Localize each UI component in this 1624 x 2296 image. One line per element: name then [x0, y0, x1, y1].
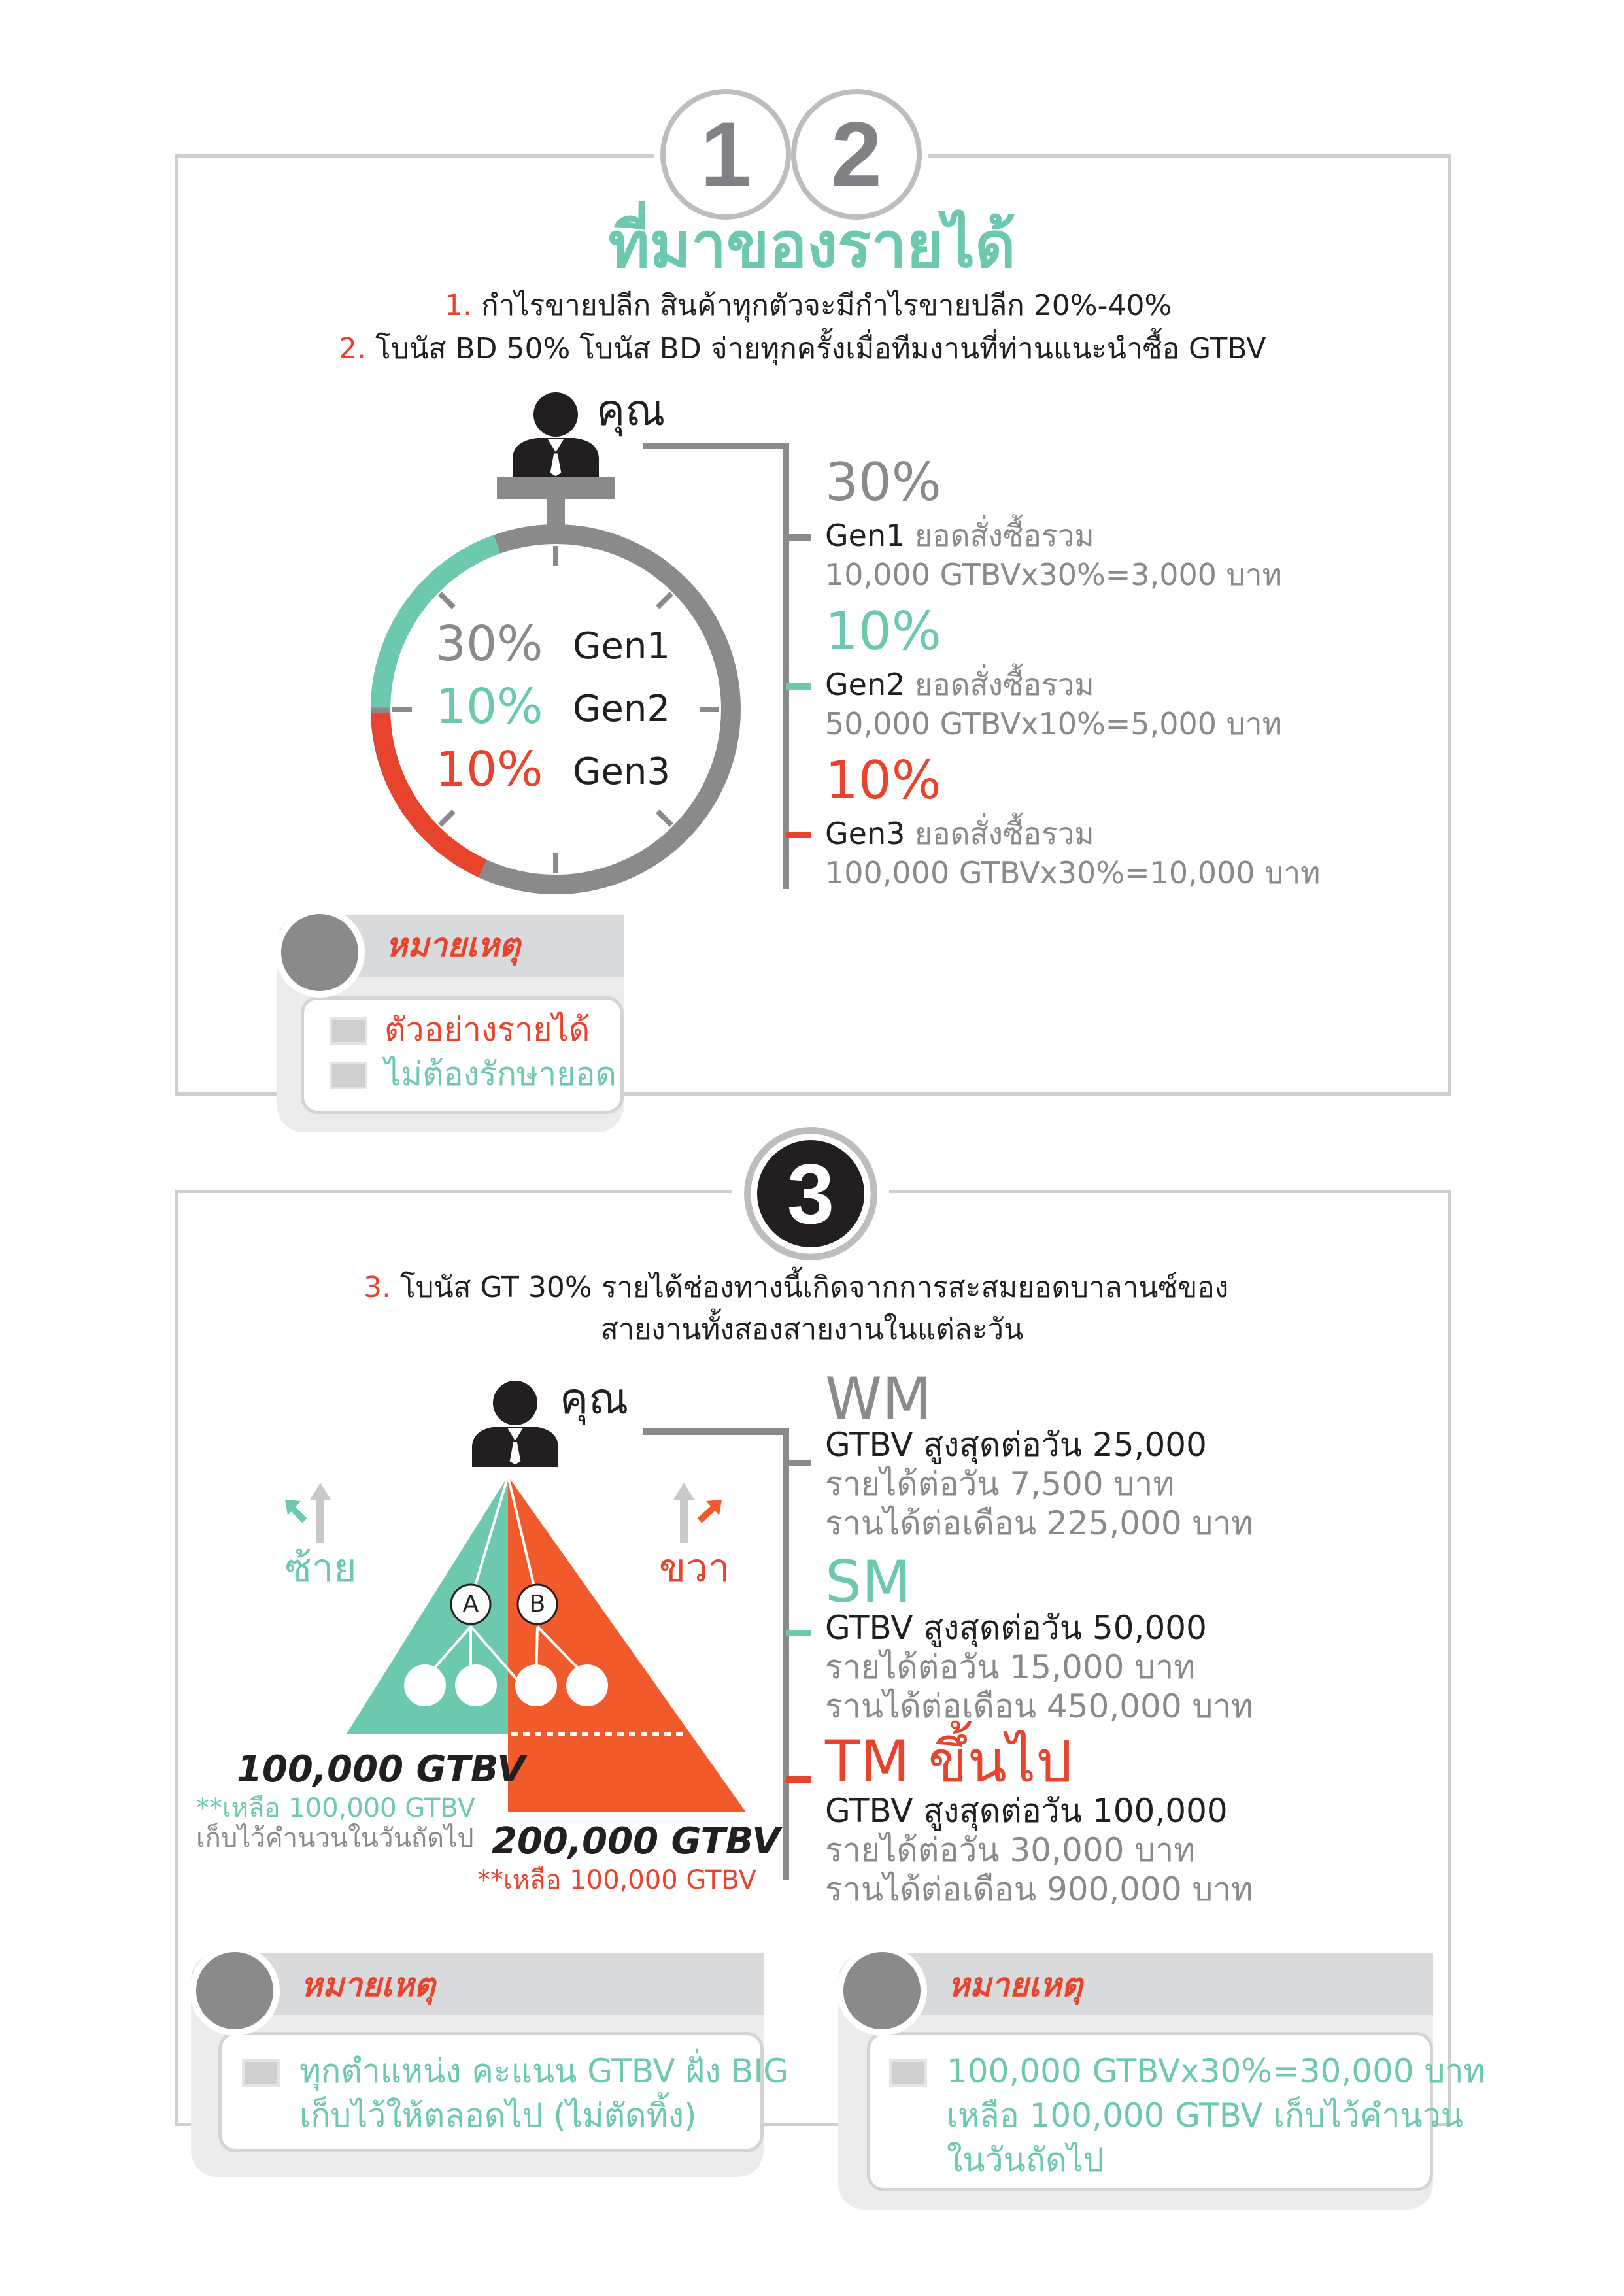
note1-checkbox-1	[330, 1017, 367, 1045]
gen2-title	[825, 666, 1094, 703]
right-label: ขวา	[659, 1545, 730, 1591]
child-node-4	[566, 1664, 608, 1706]
badge-3: 3	[744, 1127, 877, 1260]
left-remain-2: เก็บไว้คำนวนในวันถัดไป	[196, 1823, 474, 1853]
badge-1: 1	[660, 89, 791, 220]
rank-wm-line1: GTBV สูงสุดต่อวัน 25,000	[825, 1426, 1207, 1464]
gen2-calc: 50,000 GTBVx10%=5,000 บาท	[825, 706, 1282, 741]
income-line-1-text: กำไรขายปลีก สินค้าทุกตัวจะมีกำไรขายปลีก 20%-40%	[481, 289, 1172, 322]
income-line-2-text: โบนัส BD 50% โบนัส BD จ่ายทุกครั้งเมื่อทีมงานที่ท่านแนะนำซื้อ GTBV	[375, 332, 1266, 365]
person-icon-2	[469, 1378, 561, 1467]
gen2-pct: 10%	[825, 601, 941, 662]
right-total: 200,000 GTBV	[492, 1820, 781, 1863]
rank-tm-line1: GTBV สูงสุดต่อวัน 100,000	[825, 1792, 1228, 1830]
rank-tm-line3: รานได้ต่อเดือน 900,000 บาท	[825, 1870, 1253, 1908]
note3-title: หมายเหตุ	[948, 1966, 1083, 2004]
note3-line-3: ในวันถัดไป	[947, 2141, 1104, 2179]
note3-circle	[837, 1946, 927, 2036]
person-icon	[510, 390, 601, 479]
node-b-label: B	[529, 1591, 546, 1617]
you-label-2: คุณ	[560, 1374, 629, 1424]
income-line-1	[445, 288, 1172, 324]
clock-gen-1: Gen1	[573, 625, 670, 667]
gt-line-1	[364, 1270, 1228, 1306]
clock-pct-2: 10%	[435, 679, 543, 735]
gen3-desc: ยอดสั่งซื้อรวม	[915, 816, 1094, 851]
gen1-pct: 30%	[825, 452, 941, 513]
gt-line-1-num: 3.	[364, 1271, 391, 1304]
note2-line-2: เก็บไว้ให้ตลอดไป (ไม่ตัดทิ้ง)	[299, 2097, 697, 2135]
note2-checkbox	[242, 2059, 280, 2087]
gt-line-2: สายงานทั้งสองสายงานในแต่ละวัน	[600, 1313, 1024, 1346]
rank-sm-line2: รายได้ต่อวัน 15,000 บาท	[825, 1648, 1196, 1686]
rank-tm-name: TM ขึ้นไป	[825, 1728, 1073, 1795]
rank-sm-name: SM	[825, 1548, 911, 1615]
clock-gen-2: Gen2	[573, 688, 670, 730]
left-total: 100,000 GTBV	[237, 1748, 526, 1791]
note3-line-2: เหลือ 100,000 GTBV เก็บไว้คำนวน	[947, 2097, 1463, 2135]
note3-checkbox	[889, 2059, 927, 2087]
child-node-2	[455, 1664, 497, 1706]
rank-wm-line3: รานได้ต่อเดือน 225,000 บาท	[825, 1504, 1253, 1542]
child-node-3	[515, 1664, 557, 1706]
rank-sm-line3: รานได้ต่อเดือน 450,000 บาท	[825, 1687, 1253, 1725]
clock-pct-3: 10%	[435, 741, 543, 798]
gen1-title	[825, 516, 1094, 554]
badge-2: 2	[791, 89, 922, 220]
income-line-1-num: 1.	[445, 289, 472, 322]
rank-wm-line2: รายได้ต่อวัน 7,500 บาท	[825, 1465, 1175, 1503]
income-line-2	[339, 331, 1266, 367]
you-label: คุณ	[596, 385, 666, 435]
rank-tm-line2: รายได้ต่อวัน 30,000 บาท	[825, 1831, 1196, 1869]
rank-wm-name: WM	[825, 1365, 932, 1432]
note2-circle	[190, 1946, 280, 2036]
gen1-desc: ยอดสั่งซื้อรวม	[915, 518, 1094, 553]
note2-title: หมายเหตุ	[301, 1966, 435, 2004]
child-node-1	[404, 1664, 446, 1706]
gen3-calc: 100,000 GTBVx30%=10,000 บาท	[825, 855, 1321, 890]
gen3-pct: 10%	[825, 750, 941, 811]
gen2-name: Gen2	[825, 667, 905, 702]
page-title: ที่มาของรายได้	[608, 209, 1016, 282]
gt-line-1-text: โบนัส GT 30% รายได้ช่องทางนี้เกิดจากการสะสมยอดบาลานซ์ของ	[399, 1271, 1229, 1304]
note1-checkbox-2	[330, 1062, 367, 1089]
gen3-title	[825, 815, 1094, 853]
right-remain: **เหลือ 100,000 GTBV	[477, 1865, 756, 1895]
note1-circle	[275, 907, 365, 998]
left-label: ซ้าย	[285, 1545, 357, 1591]
clock-pct-1: 30%	[435, 616, 543, 672]
gen1-calc: 10,000 GTBVx30%=3,000 บาท	[825, 557, 1282, 592]
left-remain-1: **เหลือ 100,000 GTBV	[196, 1793, 475, 1823]
gen1-name: Gen1	[825, 518, 905, 553]
gen2-desc: ยอดสั่งซื้อรวม	[915, 667, 1094, 702]
left-arrow-icon	[281, 1477, 333, 1549]
node-a-label: A	[462, 1591, 479, 1617]
gen3-name: Gen3	[825, 816, 905, 851]
note1-item-1: ตัวอย่างรายได้	[384, 1011, 590, 1049]
stopwatch	[366, 477, 745, 896]
note1-item-2: ไม่ต้องรักษายอด	[384, 1055, 617, 1093]
clock-gen-3: Gen3	[573, 751, 670, 793]
note2-line-1: ทุกตำแหน่ง คะแนน GTBV ฝั่ง BIG	[299, 2052, 788, 2090]
rank-sm-line1: GTBV สูงสุดต่อวัน 50,000	[825, 1609, 1207, 1647]
note3-line-1: 100,000 GTBVx30%=30,000 บาท	[947, 2052, 1485, 2090]
income-line-2-num: 2.	[339, 332, 366, 365]
note1-title: หมายเหตุ	[386, 926, 520, 964]
